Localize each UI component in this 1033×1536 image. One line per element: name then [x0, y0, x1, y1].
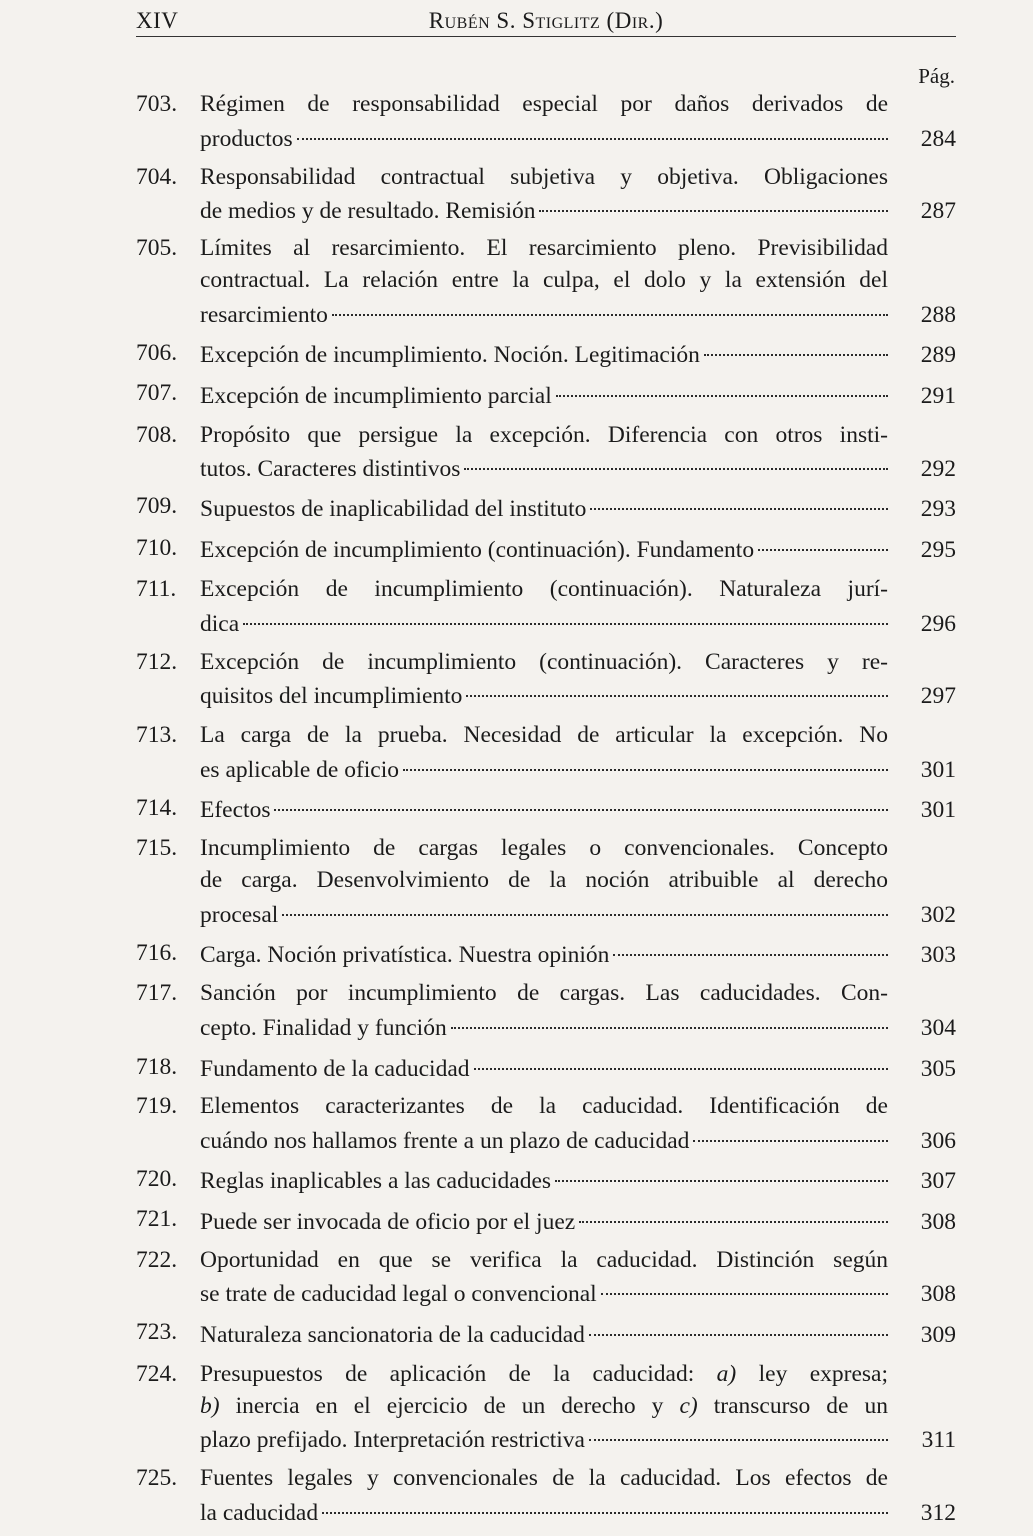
title-last-line [200, 896, 888, 931]
title-line: cuándo nos hallamos frente a un plazo de caducidad [200, 1127, 690, 1154]
title-line: Propósito que persigue la excepción. Diferencia con otros insti- [200, 421, 888, 448]
section-number: 714. [136, 794, 178, 821]
title-line: cepto. Finalidad y función [200, 1014, 447, 1041]
entry-title [200, 719, 888, 786]
title-last-line [200, 1122, 888, 1157]
section-number: 712. [136, 648, 178, 675]
title-line: Responsabilidad contractual subjetiva y objetiva. Obligaciones [200, 163, 888, 190]
toc-entry [136, 573, 956, 640]
title-line: Excepción de incumplimiento (continuación). Naturaleza jurí- [200, 576, 888, 602]
dot-leader [297, 114, 888, 140]
section-number: 721. [136, 1206, 178, 1232]
page-number: 291 [920, 382, 956, 409]
title-line: es aplicable de oficio [200, 756, 400, 783]
toc-entry [136, 1163, 956, 1198]
dot-leader [758, 526, 888, 552]
section-number: 725. [136, 1465, 178, 1491]
section-number: 707. [136, 380, 178, 406]
dot-leader [451, 1003, 888, 1029]
title-line: Reglas inaplicables a las caducidades [200, 1168, 552, 1194]
title-line: Límites al resarcimiento. El resarcimiento pleno. Previsibilidad [200, 235, 888, 261]
dot-leader [322, 1488, 888, 1514]
entry-title [200, 1163, 888, 1198]
page-number: 293 [920, 495, 956, 522]
toc-entry [136, 1316, 956, 1351]
dot-leader [579, 1197, 888, 1223]
page-column-label: Pág. [918, 64, 955, 88]
title-last-line [200, 678, 888, 713]
entry-title [200, 1203, 888, 1238]
title-line: Sanción por incumplimiento de cargas. Las caducidades. Con- [200, 980, 888, 1006]
toc-entry [136, 419, 956, 486]
title-line: quisitos del incumplimiento [200, 683, 463, 709]
entry-title [200, 88, 888, 155]
entry-title [200, 646, 888, 713]
toc-entry [136, 832, 956, 931]
title-last-line [200, 337, 888, 372]
dot-leader [332, 290, 888, 316]
title-line: la caducidad [200, 1499, 319, 1526]
title-line: Fundamento de la caducidad [200, 1056, 470, 1082]
dot-leader [589, 1310, 888, 1336]
title-line: Excepción de incumplimiento (continuación). Fundamento [200, 537, 755, 563]
title-line: plazo prefijado. Interpretación restrictiva [200, 1427, 585, 1453]
toc-entry [136, 1244, 956, 1311]
title-line: Efectos [200, 797, 271, 823]
entry-title [200, 832, 888, 931]
title-line: Fuentes legales y convencionales de la caducidad. Los efectos de [200, 1465, 888, 1491]
page-number: 307 [920, 1168, 956, 1194]
toc-entry [136, 337, 956, 372]
title-last-line [200, 1422, 888, 1457]
toc-entry [136, 1462, 956, 1529]
entry-title [200, 573, 888, 640]
section-number: 718. [136, 1053, 178, 1080]
page-number: 289 [920, 342, 956, 368]
folio: XIV [136, 8, 179, 33]
section-number: 724. [136, 1360, 178, 1387]
page-number: 308 [920, 1281, 956, 1307]
title-line: Elementos caracterizantes de la caducidad. Identificación de [200, 1093, 888, 1119]
title-last-line [200, 792, 888, 827]
entry-title [200, 161, 888, 228]
dot-leader [601, 1270, 888, 1296]
title-line: Puede ser invocada de oficio por el juez [200, 1208, 576, 1235]
title-line: Incumplimiento de cargas legales o convencionales. Concepto [200, 835, 888, 861]
page-header [136, 6, 956, 34]
toc-entry [136, 719, 956, 786]
title-line: de medios y de resultado. Remisión [200, 198, 536, 224]
page-number: 296 [920, 610, 956, 637]
title-line: tutos. Caracteres distintivos [200, 456, 461, 482]
title-line: La carga de la prueba. Necesidad de articular la excepción. No [200, 722, 888, 748]
section-number: 706. [136, 339, 178, 366]
title-last-line [200, 377, 888, 412]
section-number: 710. [136, 534, 178, 561]
dot-leader [403, 745, 888, 771]
toc-entry [136, 377, 956, 412]
title-last-line [200, 751, 888, 786]
table-of-contents [136, 88, 956, 1535]
title-line: Presupuestos de aplicación de la caducidad: a) ley expresa; [200, 1360, 888, 1387]
entry-title [200, 1051, 888, 1086]
title-last-line [200, 1009, 888, 1044]
title-line: productos [200, 125, 293, 152]
section-number: 719. [136, 1093, 178, 1119]
entry-title [200, 792, 888, 827]
page-number: 302 [920, 901, 956, 928]
page-number: 295 [920, 537, 956, 563]
title-last-line [200, 490, 888, 525]
title-last-line [200, 451, 888, 486]
page-number: 305 [920, 1056, 956, 1082]
title-last-line [200, 296, 888, 331]
page-number: 303 [920, 942, 956, 968]
dot-leader [282, 890, 888, 916]
title-last-line [200, 120, 888, 155]
page-number: 301 [920, 797, 956, 823]
section-number: 720. [136, 1165, 178, 1192]
section-number: 711. [136, 576, 177, 602]
title-line: Naturaleza sancionatoria de la caducidad [200, 1321, 585, 1348]
title-last-line [200, 1163, 888, 1198]
section-number: 723. [136, 1319, 178, 1345]
dot-leader [274, 786, 888, 812]
page-number: 284 [920, 125, 956, 152]
title-line: de carga. Desenvolvimiento de la noción atribuible al derecho [200, 867, 888, 893]
section-number: 715. [136, 835, 178, 861]
title-last-line [200, 1276, 888, 1311]
entry-title [200, 937, 888, 972]
dot-leader [555, 1157, 888, 1183]
toc-entry [136, 232, 956, 331]
toc-entry [136, 88, 956, 155]
dot-leader [474, 1045, 888, 1071]
page-number: 288 [920, 301, 956, 328]
title-last-line [200, 1316, 888, 1351]
toc-entry [136, 977, 956, 1044]
section-number: 722. [136, 1246, 178, 1273]
section-number: 709. [136, 493, 178, 519]
title-line: dica [200, 610, 240, 637]
section-number: 705. [136, 235, 178, 261]
section-number: 717. [136, 980, 178, 1006]
title-line: b) inercia en el ejercicio de un derecho y c) transcurso de un [200, 1392, 889, 1419]
entry-title [200, 490, 888, 525]
section-number: 713. [136, 722, 178, 748]
toc-entry [136, 490, 956, 525]
entry-title [200, 232, 888, 331]
section-number: 703. [136, 91, 178, 117]
page-number: 287 [920, 198, 956, 224]
toc-entry [136, 646, 956, 713]
page-number: 312 [920, 1499, 956, 1526]
page-number: 292 [920, 456, 956, 482]
entry-title [200, 419, 888, 486]
title-last-line [200, 1494, 888, 1529]
section-number: 704. [136, 163, 178, 190]
page-number: 308 [920, 1208, 956, 1235]
entry-title [200, 377, 888, 412]
dot-leader [589, 1416, 888, 1442]
page-number: 309 [920, 1321, 956, 1348]
title-line: se trate de caducidad legal o convencional [200, 1281, 597, 1307]
title-line: Excepción de incumplimiento parcial [200, 382, 552, 409]
title-line: contractual. La relación entre la culpa, el dolo y la extensión del [200, 267, 888, 293]
dot-leader [243, 599, 888, 625]
toc-entry [136, 792, 956, 827]
title-line: Carga. Noción privatística. Nuestra opinión [200, 942, 610, 968]
entry-title [200, 337, 888, 372]
page-number: 301 [920, 756, 956, 783]
title-line: Oportunidad en que se verifica la caducidad. Distinción según [200, 1246, 888, 1273]
toc-entry [136, 1358, 956, 1457]
title-line: Supuestos de inaplicabilidad del instituto [200, 495, 587, 522]
entry-title [200, 1244, 888, 1311]
toc-entry [136, 1051, 956, 1086]
toc-entry [136, 532, 956, 567]
entry-title [200, 1316, 888, 1351]
header-rule [136, 36, 956, 37]
dot-leader [693, 1116, 888, 1142]
entry-title [200, 977, 888, 1044]
title-last-line [200, 605, 888, 640]
dot-leader [466, 672, 888, 698]
entry-title [200, 1358, 888, 1457]
entry-title [200, 1090, 888, 1157]
section-number: 716. [136, 939, 178, 966]
page-number: 304 [920, 1014, 956, 1041]
title-last-line [200, 1203, 888, 1238]
title-line: Excepción de incumplimiento (continuación). Caracteres y re- [200, 648, 888, 675]
entry-title [200, 1462, 888, 1529]
toc-entry [136, 161, 956, 228]
running-title: Rubén S. Stiglitz (Dir.) [428, 8, 664, 33]
toc-entry [136, 1090, 956, 1157]
dot-leader [464, 445, 888, 471]
page-number: 297 [920, 683, 956, 709]
dot-leader [590, 484, 888, 510]
page-number: 311 [921, 1427, 956, 1453]
dot-leader [613, 931, 888, 957]
title-line: Excepción de incumplimiento. Noción. Legitimación [200, 342, 700, 368]
title-line: resarcimiento [200, 301, 328, 328]
entry-title [200, 532, 888, 567]
toc-entry [136, 937, 956, 972]
title-last-line [200, 532, 888, 567]
title-last-line [200, 193, 888, 228]
dot-leader [704, 331, 888, 357]
title-line: procesal [200, 901, 279, 928]
title-line: Régimen de responsabilidad especial por daños derivados de [200, 91, 888, 117]
dot-leader [539, 187, 888, 213]
page-number: 306 [920, 1127, 956, 1154]
title-last-line [200, 937, 888, 972]
section-number: 708. [136, 421, 178, 448]
toc-entry [136, 1203, 956, 1238]
title-last-line [200, 1051, 888, 1086]
dot-leader [556, 371, 888, 397]
